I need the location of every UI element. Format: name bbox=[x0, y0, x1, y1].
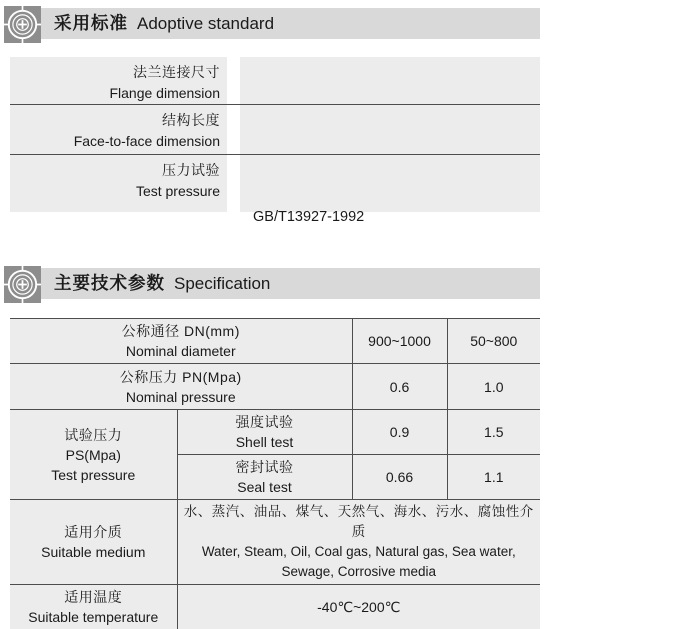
label-zh: 结构长度 bbox=[10, 110, 220, 131]
label-en: Test pressure bbox=[10, 181, 220, 202]
table-row-suitable-medium bbox=[10, 500, 540, 585]
section-header-specification bbox=[10, 268, 540, 299]
column-gap bbox=[227, 57, 240, 104]
crosshair-target-icon bbox=[4, 266, 41, 303]
label-zh: 适用介质 bbox=[14, 522, 173, 542]
medium-en-line1: Water, Steam, Oil, Coal gas, Natural gas, Sea water, bbox=[182, 542, 537, 562]
label-en: Nominal diameter bbox=[14, 341, 348, 361]
value-seal-col2: 1.1 bbox=[447, 455, 540, 500]
value-dn-900-1000: 900~1000 bbox=[352, 319, 447, 364]
label-en: Nominal pressure bbox=[14, 387, 348, 407]
table-row-face-to-face bbox=[10, 105, 540, 155]
label-zh: 密封试验 bbox=[182, 457, 348, 477]
label-en: Suitable temperature bbox=[14, 607, 173, 627]
label-en: Shell test bbox=[182, 432, 348, 452]
label-en: Test pressure bbox=[14, 465, 173, 485]
section1-title-en: Adoptive standard bbox=[137, 14, 274, 33]
label-en: Suitable medium bbox=[14, 542, 173, 562]
row-label bbox=[10, 105, 227, 154]
value-pn-col1: 0.6 bbox=[352, 364, 447, 410]
value-seal-col1: 0.66 bbox=[352, 455, 447, 500]
value-suitable-temperature: -40℃~200℃ bbox=[177, 585, 540, 629]
value-dn-50-800: 50~800 bbox=[447, 319, 540, 364]
label-zh: 强度试验 bbox=[182, 412, 348, 432]
value-shell-col2: 1.5 bbox=[447, 410, 540, 455]
section-header-adoptive-standard bbox=[10, 8, 540, 39]
sub-label-shell-test bbox=[177, 410, 352, 455]
row-label bbox=[10, 57, 227, 104]
section2-title-zh: 主要技术参数 bbox=[54, 273, 165, 293]
row-label bbox=[10, 319, 352, 364]
row-value bbox=[240, 105, 540, 154]
row-label bbox=[10, 155, 227, 212]
value-pn-col2: 1.0 bbox=[447, 364, 540, 410]
label-zh: 适用温度 bbox=[14, 587, 173, 607]
section1-title-zh: 采用标准 bbox=[54, 13, 128, 33]
label-en: Face-to-face dimension bbox=[10, 131, 220, 152]
column-gap bbox=[227, 105, 240, 154]
row-label bbox=[10, 500, 177, 585]
row-value bbox=[240, 155, 540, 212]
standard-value-line1: GB/T13927-1992 bbox=[253, 206, 540, 229]
table-row-shell-test bbox=[10, 410, 540, 455]
sub-label-seal-test bbox=[177, 455, 352, 500]
row-label bbox=[10, 364, 352, 410]
table-row-flange-dimension bbox=[10, 57, 540, 105]
table-row-test-pressure bbox=[10, 155, 540, 212]
column-gap bbox=[227, 155, 240, 212]
section2-title-en: Specification bbox=[174, 274, 270, 293]
label-zh: 压力试验 bbox=[10, 160, 220, 181]
label-zh: 公称压力 PN(Mpa) bbox=[14, 367, 348, 387]
row-label-test-pressure bbox=[10, 410, 177, 500]
label-zh: 公称通径 DN(mm) bbox=[14, 321, 348, 341]
table-row-nominal-pressure bbox=[10, 364, 540, 410]
label-unit: PS(Mpa) bbox=[14, 445, 173, 465]
medium-zh: 水、蒸汽、油品、煤气、天然气、海水、污水、腐蚀性介质 bbox=[182, 502, 537, 542]
row-value bbox=[240, 57, 540, 104]
label-en: Flange dimension bbox=[10, 83, 220, 104]
specification-table bbox=[10, 318, 540, 629]
label-zh: 试验压力 bbox=[14, 425, 173, 445]
crosshair-target-icon bbox=[4, 6, 41, 43]
label-zh: 法兰连接尺寸 bbox=[10, 62, 220, 83]
value-shell-col1: 0.9 bbox=[352, 410, 447, 455]
standards-table bbox=[10, 57, 540, 212]
value-suitable-medium bbox=[177, 500, 540, 585]
medium-en-line2: Sewage, Corrosive media bbox=[182, 562, 537, 582]
label-en: Seal test bbox=[182, 477, 348, 497]
table-row-nominal-diameter bbox=[10, 319, 540, 364]
